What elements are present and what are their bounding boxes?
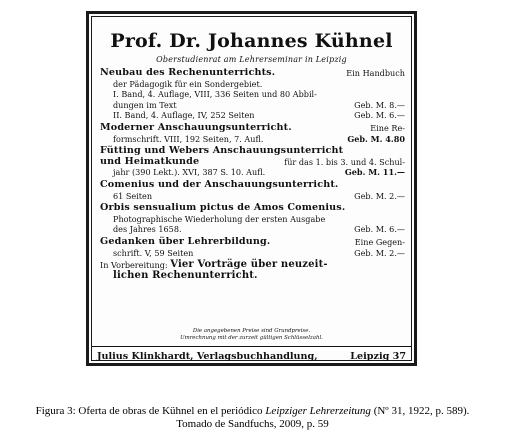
journal-name: Leipziger Lehrerzeitung	[265, 405, 371, 417]
book-description: Eine Gegen-	[354, 236, 405, 247]
book-entry	[100, 68, 405, 121]
forthcoming-entry	[100, 260, 405, 281]
book-title: Gedanken über Lehrerbildung.	[100, 235, 271, 247]
caption-text: Figura 3: Oferta de obras de Kühnel en el periódico	[35, 405, 266, 417]
book-description: Ein Handbuch	[346, 68, 405, 78]
figure-caption	[0, 405, 505, 431]
book-title: Fütting und Webers Anschauungsunterricht	[100, 145, 344, 157]
publisher-name: Julius Klinkhardt, Verlagsbuchhandlung,	[97, 351, 318, 362]
book-details: schrift. V, 59 Seiten	[113, 247, 194, 258]
book-title: Orbis sensualium pictus de Amos Comenius.	[100, 202, 346, 214]
book-price: Geb. M. 8.—	[354, 99, 405, 110]
footer-divider	[92, 346, 411, 347]
book-entry	[100, 180, 405, 201]
book-description: für das 1. bis 3. und 4. Schul-	[284, 156, 405, 167]
book-details: II. Band, 4. Auflage, IV, 252 Seiten	[113, 110, 255, 121]
forthcoming-title-continued: lichen Rechenunterricht.	[113, 269, 258, 281]
book-details: 61 Seiten	[113, 190, 153, 201]
publisher-city: Leipzig 37	[350, 351, 406, 362]
book-details: dungen im Text	[113, 99, 177, 110]
book-entry	[100, 146, 405, 178]
book-title: Comenius und der Anschauungsunterricht.	[100, 178, 339, 190]
book-price: Geb. M. 2.—	[354, 190, 405, 201]
caption-line-1	[0, 405, 505, 418]
book-entry	[100, 123, 405, 144]
book-price: Geb. M. 4.80	[347, 133, 405, 144]
caption-line-2: Tomado de Sandfuchs, 2009, p. 59	[176, 418, 329, 430]
book-price: Geb. M. 11.—	[344, 167, 405, 178]
book-details: I. Band, 4. Auflage, VIII, 336 Seiten und 80 Abbil-	[113, 89, 317, 100]
book-list	[100, 68, 405, 283]
book-entry	[100, 203, 405, 235]
advertisement-subtitle: Oberstudienrat am Lehrerseminar in Leipzig	[156, 55, 347, 64]
book-price: Geb. M. 6.—	[354, 224, 405, 235]
advertisement	[86, 11, 417, 366]
book-description: Photographische Wiederholung der ersten Ausgabe	[113, 213, 326, 224]
book-details: formschrift. VIII, 192 Seiten, 7. Aufl.	[113, 133, 264, 144]
forthcoming-title: Vier Vorträge über neuzeit-	[170, 259, 328, 271]
book-title-continued: und Heimatkunde	[100, 155, 200, 167]
book-description: Eine Re-	[370, 122, 405, 133]
book-title: Moderner Anschauungsunterricht.	[100, 121, 292, 133]
book-entry	[100, 237, 405, 258]
fine-print-line: Die angegebenen Preise sind Grundpreise.	[192, 328, 311, 334]
fine-print	[89, 328, 414, 342]
book-price: Geb. M. 2.—	[354, 247, 405, 258]
book-details: des Jahres 1658.	[113, 224, 182, 235]
book-details: jahr (390 Lekt.). XVI, 387 S. 10. Aufl.	[113, 167, 266, 178]
publisher-footer	[97, 351, 406, 362]
book-title: Neubau des Rechenunterrichts.	[100, 67, 276, 78]
book-price: Geb. M. 6.—	[354, 110, 405, 121]
caption-citation: (Nº 31, 1922, p. 589).	[370, 405, 470, 417]
fine-print-line: Umrechnung mit der zurzeit gültigen Schlüsselzahl.	[180, 335, 323, 341]
book-description: der Pädagogik für ein Sondergebiet.	[113, 78, 263, 89]
forthcoming-label: In Vorbereitung:	[100, 260, 168, 271]
advertisement-title: Prof. Dr. Johannes Kühnel	[110, 30, 393, 52]
